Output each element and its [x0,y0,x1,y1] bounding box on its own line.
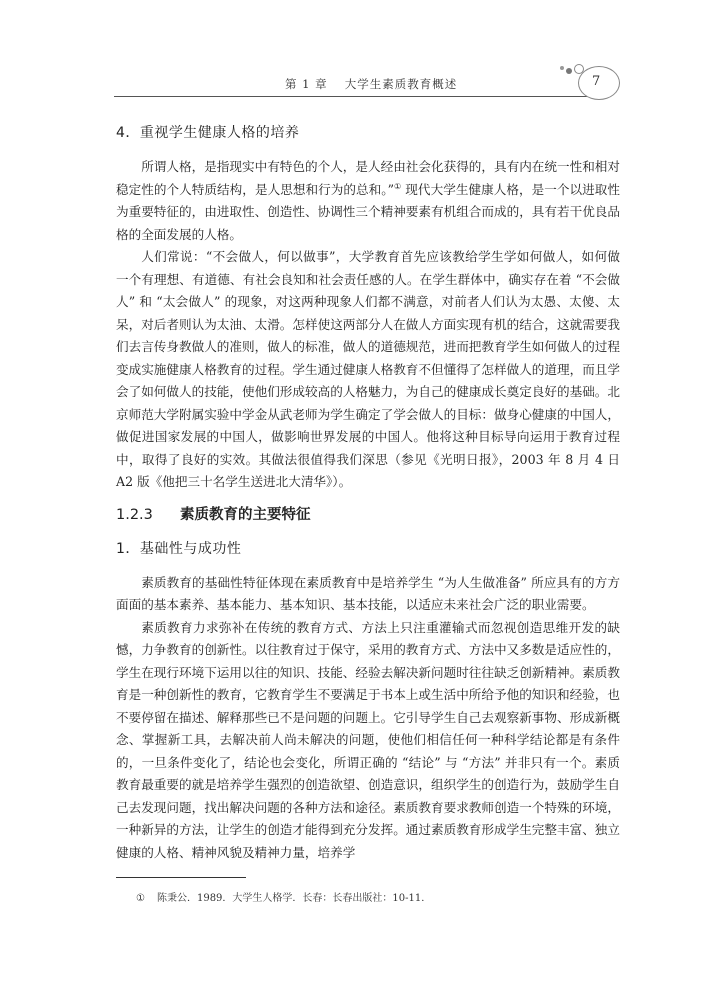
paragraph-text: 所谓人格，是指现实中有特色的个人，是人经由社会化获得的，具有内在统一性和相对稳定性的个人特质结构，是人思想和行为的总和。” [116,159,620,197]
footnote-mark: ① [136,893,145,904]
paragraph: 素质教育力求弥补在传统的教育方式、方法上只注重灌输式而忽视创造思维开发的缺憾，力争教育的创新性。以往教育过于保守，采用的教育方式、方法中又多数是适应性的，学生在现行环境下运用以往的知识、技能、经验去解决新问题时往往缺乏创新精神。素质教育是一种创新性的教育，它教育学生不要满足于书本上或生活中所给予他的知识和经验，也不要停留在描述、解释那些已不是问题的问题上。它引导学生自己去观察新事物、形成新概念、掌握新工具，去解决前人尚未解决的问题，使他们相信任何一种科学结论都是有条件的，一旦条件变化了，结论也会变化，所谓正确的 “结论” 与 “方法” 并非只有一个。素质教育最重要的就是培养学生强烈的创造欲望、创造意识，组织学生的创造行为，鼓励学生自己去发现问题，找出解决问题的各种方法和途径。素质教育要求教师创造一个特殊的环境，一种新异的方法，让学生的创造才能得到充分发挥。通过素质教育形成学生完整丰富、独立健康的人格、精神风貌及精神力量，培养学 [116,619,620,860]
header-rule [114,96,604,97]
section-title-text: 素质教育的主要特征 [180,506,311,523]
page-header [0,0,706,110]
footnote [136,889,431,904]
footnote-text: 陈秉公．1989．大学生人格学．长春：长春出版社：10-11． [156,893,432,904]
page-number: 7 [592,74,601,89]
decorative-dot-icon [566,68,572,74]
section-number: 1.2.3 [116,506,153,523]
decorative-dot-icon [560,66,564,70]
paragraph: 人们常说：“不会做人，何以做事”，大学教育首先应该教给学生学如何做人，如何做一个有理想、有道德、有社会良知和社会责任感的人。在学生群体中，确实存在着 “不会做人” 和 “太会做人” 的现象，对这两种现象人们都不满意，对前者人们认为太愚、太傻、太呆，对后者则认为太油、太滑。怎样使这两部分人在做人方面实现有机的结合，这就需要我们去言传身教做人的准则，做人的标准，做人的道德规范，进而把教育学生如何做人的过程变成实施健康人格教育的过程。学生通过健康人格教育不但懂得了怎样做人的道理，而且学会了如何做人的技能，使他们形成较高的人格魅力，为自己的健康成长奠定良好的基础。北京师范大学附属实验中学金从武老师为学生确定了学会做人的目标：做身心健康的中国人，做促进国家发展的中国人，做影响世界发展的中国人。他将这种目标导向运用于教育过程中，取得了良好的实效。其做法很值得我们深思（参见《光明日报》，2003 年 8 月 4 日 A2 版《他把三十名学生送进北大清华》）。 [116,249,620,489]
paragraph: 素质教育的基础性特征体现在素质教育中是培养学生 “为人生做准备” 所应具有的方方面面的基本素养、基本能力、基本知识、基本技能，以适应未来社会广泛的职业需要。 [116,574,620,612]
section-title [116,504,620,526]
paragraph [116,156,620,246]
section-heading: 4．重视学生健康人格的培养 [116,125,300,141]
footnote-rule [116,877,246,878]
footnote-ref[interactable]: ① [394,181,402,191]
paragraph-text: 现代大学生健康人格，是一个以进取性为重要特征的，由进取性、创造性、协调性三个精神要素有机组合而成的，具有若干优良品格的全面发展的人格。 [116,181,620,242]
section-heading: 1．基础性与成功性 [116,540,242,557]
chapter-title: 第 1 章 大学生素质教育概述 [285,77,458,91]
page-body [116,112,620,864]
